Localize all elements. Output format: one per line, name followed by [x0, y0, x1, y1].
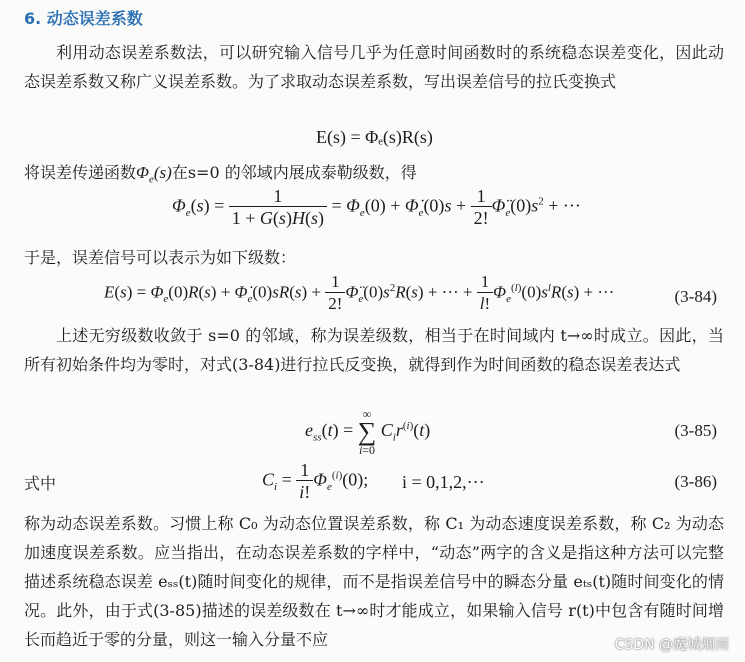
line-taylor-intro — [24, 160, 417, 185]
taylor-intro-c: s=0 的邻域内展成泰勒级数，得 — [187, 163, 417, 182]
taylor-intro-a: 将误差传递函数 — [24, 163, 137, 182]
equation-dynamic-coefficients: $C_i$ = $\frac{1}{i!}$ $\Phi_e^{(i)}(0)$; — [262, 460, 369, 502]
equation-error-series: $E(s) = \Phi_e(0)R(s)$ + $\Phi̇_e(0)sR(s)$ + $\frac{1}{2!}$ $\Phï_e(0)s^2R(s)$ + ··· + $\frac{1}{l!}$ $\Phi_e^{(l)}(0)s^lR(s)$ + ··· — [104, 272, 615, 313]
equation-taylor-expansion: $\Phi_e(s)$ = $\frac{1}{1 + G(s)H(s)}$ = $\Phi_e(0)$ + $\Phi̇_e(0)s$ + $\frac{1}{2!}$ $\Phï_e(0)s^2$ + ··· — [172, 186, 581, 228]
equation-steady-state-error: $e_{ss}(t)$ = ∞ ∑ i=0 $C_ir^{(i)}(t)$ — [305, 407, 431, 457]
section-heading: 6. 动态误差系数 — [24, 9, 143, 28]
equation-number-3-85: (3-85) — [674, 421, 717, 440]
paragraph-intro: 利用动态误差系数法，可以研究输入信号几乎为任意时间函数时的系统稳态误差变化，因此动态误差系数又称广义误差系数。为了求取动态误差系数，写出误差信号的拉氏变换式 — [24, 43, 724, 91]
csdn-watermark: CSDN @魔城烟雨 — [614, 637, 729, 653]
equation-number-3-86: (3-86) — [674, 472, 717, 491]
line-series-intro: 于是，误差信号可以表示为如下级数： — [24, 248, 297, 267]
phi-e-s-inline: $\Phi_e(s)$ — [136, 163, 172, 186]
paragraph-dynamic-coefficients: 称为动态误差系数。习惯上称 C₀ 为动态位置误差系数，称 C₁ 为动态速度误差系数，称 C₂ 为动态加速度误差系数。应当指出，在动态误差系数的字样中，“动态”两字的含义是指这种方法可以完整描述系统稳态误差 eₛₛ(t)随时间变化的规律，而不是指误差信号中的瞬态分量 eₜₛ(t)随时间变化的情况。此外，由于式(3-85)描述的误差级数在 t→∞时才能成立，如果输入信号 r(t)中包含有随时间增长而趋近于零的分量，则这一输入分量不应 — [24, 514, 724, 649]
label-shizhong: 式中 — [24, 474, 57, 493]
equation-error-laplace: E(s) = Φₑ(s)R(s) — [316, 127, 433, 147]
paragraph-series-convergence: 上述无穷级数收敛于 s=0 的邻域，称为误差级数，相当于在时间域内 t→∞时成立。因此，当所有初始条件均为零时，对式(3-84)进行拉氏反变换，就得到作为时间函数的稳态误差表达式 — [24, 326, 724, 374]
equation-index-range: i = 0,1,2,··· — [402, 472, 485, 492]
taylor-intro-b: 在 — [171, 163, 188, 182]
equation-number-3-84: (3-84) — [674, 287, 717, 306]
